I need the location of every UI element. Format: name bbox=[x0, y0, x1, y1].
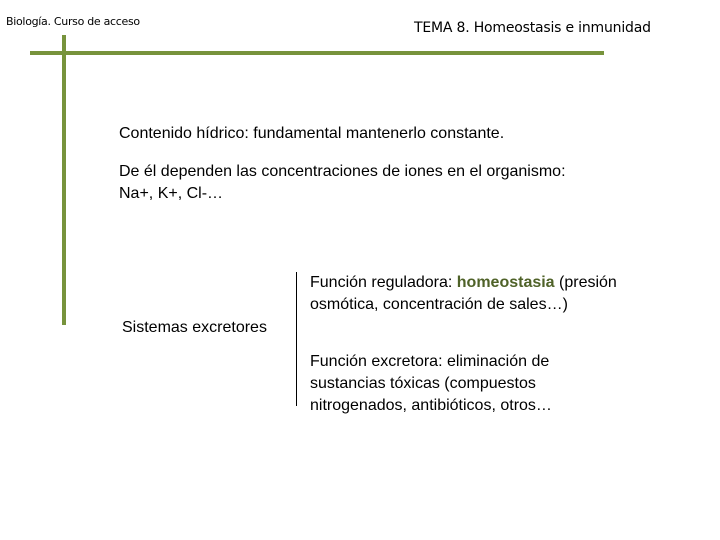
excretory-line-3: nitrogenados, antibióticos, otros… bbox=[310, 397, 552, 414]
excretory-function-text bbox=[310, 351, 640, 417]
ions-line-2: Na+, K+, Cl-… bbox=[119, 185, 224, 202]
excretory-line-1: Función excretora: eliminación de bbox=[310, 353, 550, 370]
bracket-line bbox=[296, 272, 297, 406]
ions-line-1: De él dependen las concentraciones de iones en el organismo: bbox=[119, 163, 566, 180]
regulatory-prefix: Función reguladora: bbox=[310, 274, 457, 291]
vertical-accent-line bbox=[62, 35, 66, 325]
regulatory-function-text bbox=[310, 272, 700, 316]
horizontal-accent-line bbox=[30, 51, 604, 55]
systems-label-text: Sistemas excretores bbox=[122, 319, 267, 336]
water-content-text bbox=[119, 123, 679, 145]
homeostasia-highlight: homeostasia bbox=[456, 274, 555, 291]
excretory-line-2: sustancias tóxicas (compuestos bbox=[310, 375, 536, 392]
regulatory-suffix: (presión bbox=[554, 274, 617, 291]
water-content-line: Contenido hídrico: fundamental mantenerlo constante. bbox=[119, 125, 505, 142]
course-label: Biología. Curso de acceso bbox=[6, 15, 140, 28]
regulatory-line-2: osmótica, concentración de sales…) bbox=[310, 296, 568, 313]
ions-text bbox=[119, 161, 679, 205]
topic-title: TEMA 8. Homeostasis e inmunidad bbox=[414, 20, 651, 36]
systems-label bbox=[122, 317, 322, 339]
